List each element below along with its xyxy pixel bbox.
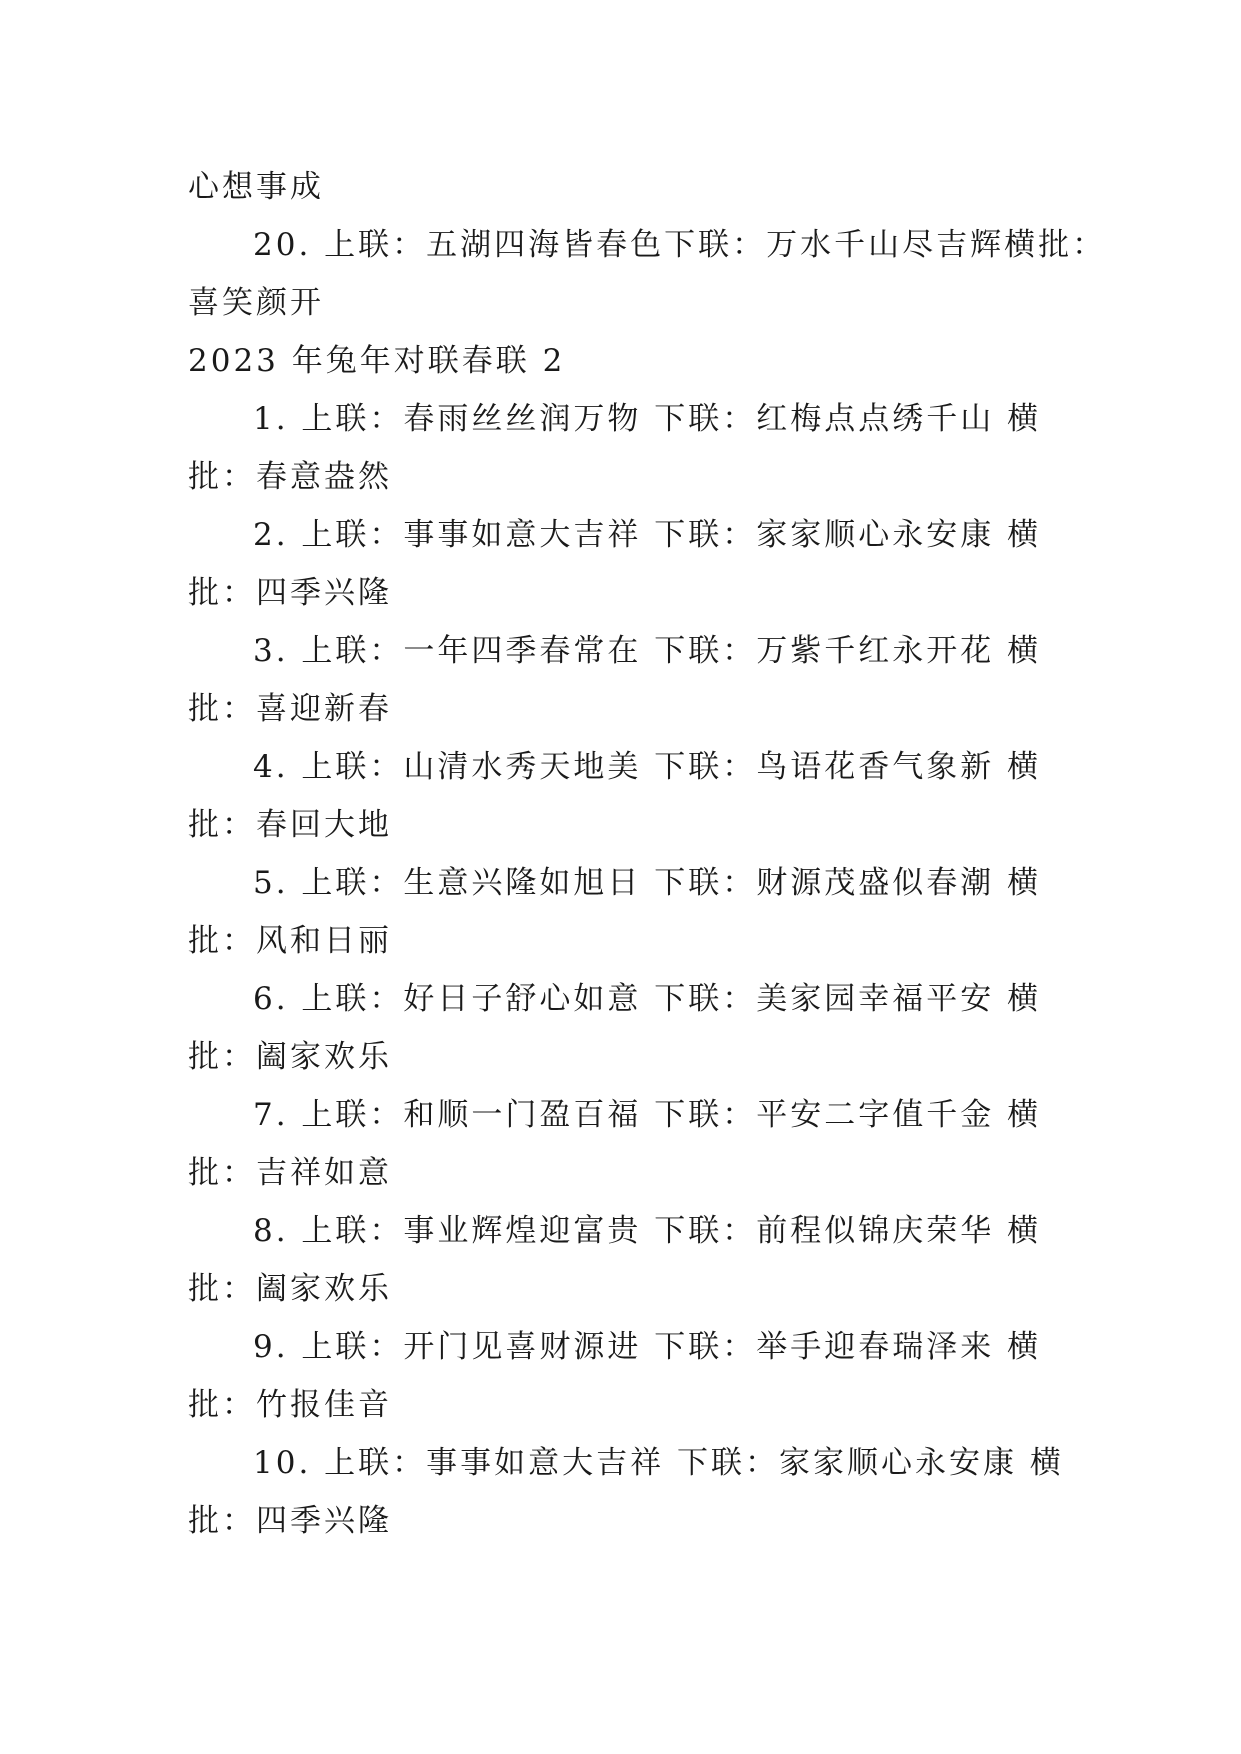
section-heading: 2023 年兔年对联春联 2 [188, 343, 566, 379]
text-line: 批：春意盎然 [188, 459, 392, 495]
couplet-line: 4. 上联：山清水秀天地美 下联：鸟语花香气象新 横 [253, 749, 1042, 785]
text-line: 批：阖家欢乐 [188, 1271, 392, 1307]
couplet-line: 6. 上联：好日子舒心如意 下联：美家园幸福平安 横 [253, 981, 1042, 1017]
text-line: 批：喜迎新春 [188, 691, 392, 727]
text-line: 批：竹报佳音 [188, 1387, 392, 1423]
couplet-line: 20. 上联：五湖四海皆春色下联：万水千山尽吉辉横批： [253, 227, 1107, 263]
text-line: 批：风和日丽 [188, 923, 392, 959]
couplet-line: 2. 上联：事事如意大吉祥 下联：家家顺心永安康 横 [253, 517, 1042, 553]
couplet-line: 9. 上联：开门见喜财源进 下联：举手迎春瑞泽来 横 [253, 1329, 1042, 1365]
couplet-line: 10. 上联：事事如意大吉祥 下联：家家顺心永安康 横 [253, 1445, 1064, 1481]
text-line: 批：吉祥如意 [188, 1155, 392, 1191]
couplet-line: 1. 上联：春雨丝丝润万物 下联：红梅点点绣千山 横 [253, 401, 1042, 437]
text-line: 批：春回大地 [188, 807, 392, 843]
couplet-line: 5. 上联：生意兴隆如旭日 下联：财源茂盛似春潮 横 [253, 865, 1042, 901]
text-line: 喜笑颜开 [188, 285, 324, 321]
text-line: 批：四季兴隆 [188, 1503, 392, 1539]
couplet-line: 3. 上联：一年四季春常在 下联：万紫千红永开花 横 [253, 633, 1042, 669]
text-line: 心想事成 [188, 169, 324, 205]
couplet-line: 7. 上联：和顺一门盈百福 下联：平安二字值千金 横 [253, 1097, 1042, 1133]
text-line: 批：四季兴隆 [188, 575, 392, 611]
couplet-line: 8. 上联：事业辉煌迎富贵 下联：前程似锦庆荣华 横 [253, 1213, 1042, 1249]
text-line: 批：阖家欢乐 [188, 1039, 392, 1075]
